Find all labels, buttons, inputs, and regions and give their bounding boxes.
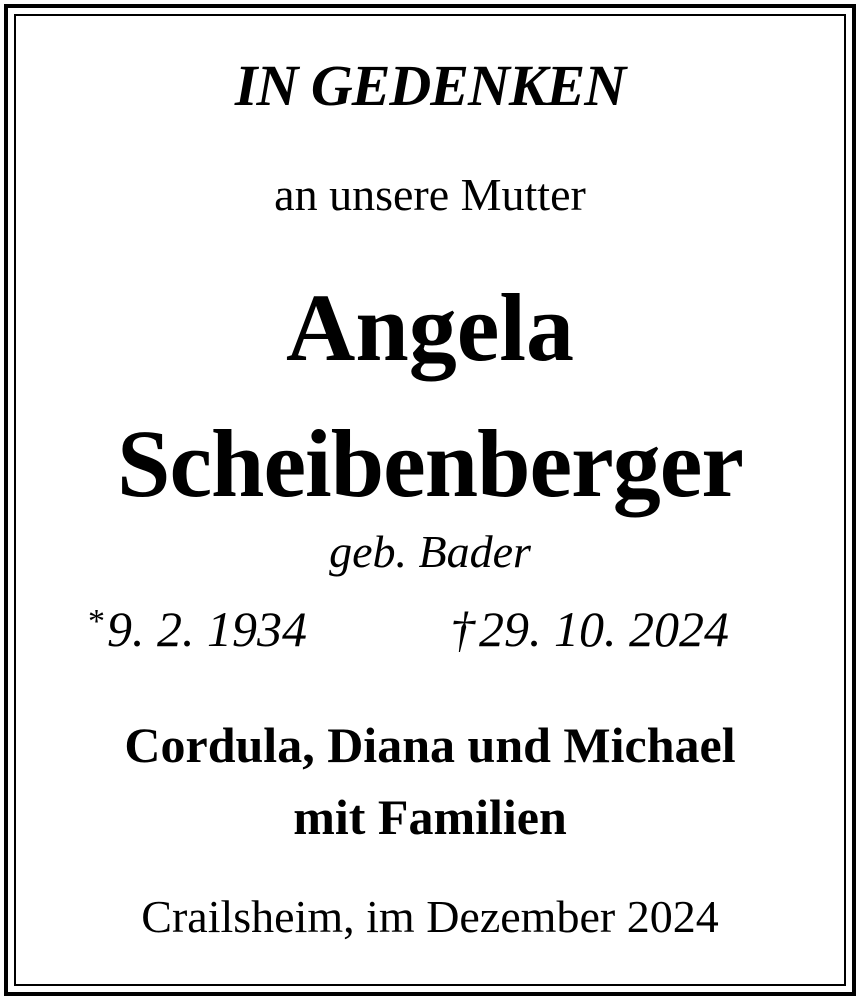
heading: IN GEDENKEN [234, 53, 626, 118]
maiden-name: geb. Bader [329, 526, 531, 577]
intro-text: an unsere Mutter [274, 169, 586, 220]
death-date: 29. 10. 2024 [479, 601, 729, 657]
place-and-date: Crailsheim, im Dezember 2024 [141, 891, 719, 942]
birth-date: 9. 2. 1934 [107, 601, 307, 657]
birth-star-icon: * [88, 603, 105, 640]
mourners-names: Cordula, Diana und Michael [124, 717, 736, 773]
life-dates [0, 600, 860, 670]
death-cross-icon: † [450, 601, 475, 657]
death-date-line [450, 600, 729, 658]
mourners-families: mit Familien [293, 789, 567, 845]
deceased-last-name: Scheibenberger [117, 410, 743, 517]
deceased-first-name: Angela [286, 274, 574, 381]
birth-date-line [88, 600, 307, 658]
